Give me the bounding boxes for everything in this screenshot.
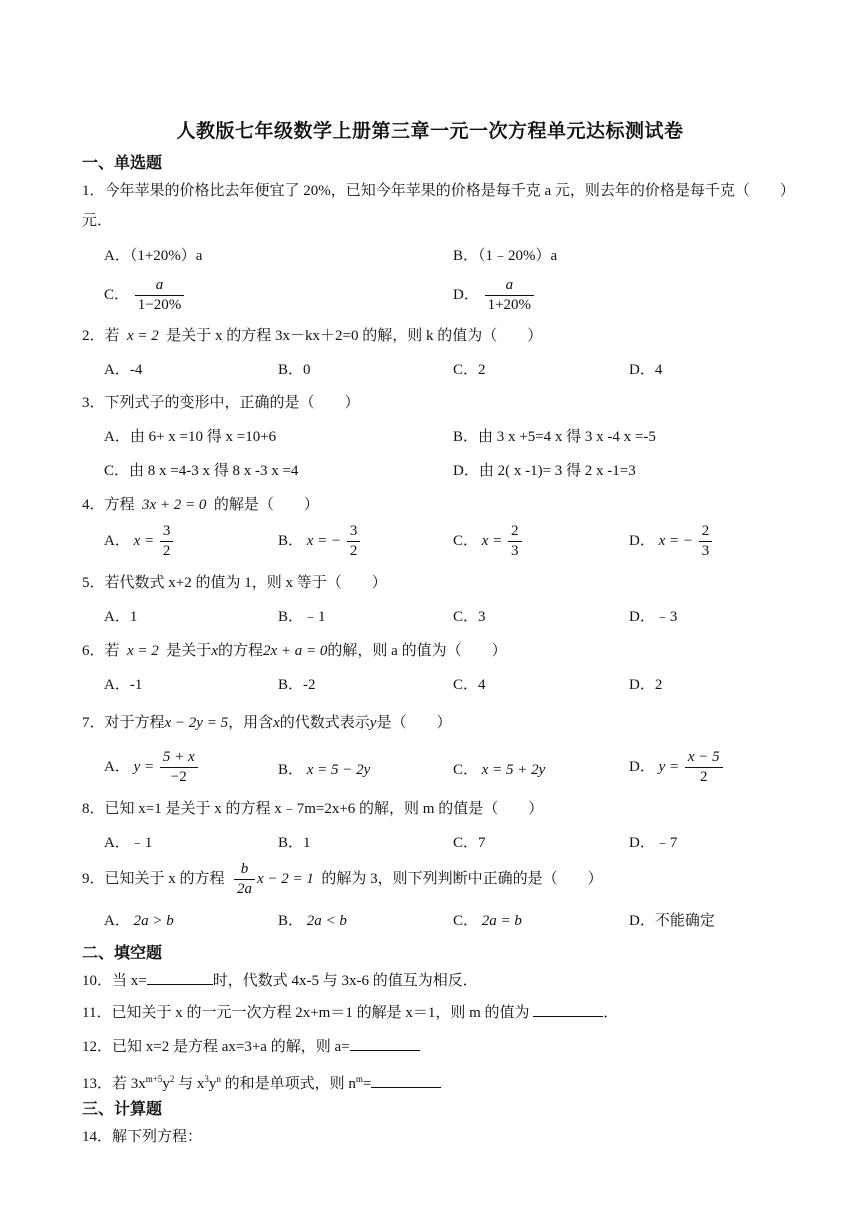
answer-blank[interactable] [350, 1036, 420, 1051]
q2-option-d: D．4 [629, 362, 663, 378]
fraction: $\frac{3}{2}$ [347, 522, 361, 561]
q2-option-c: C．2 [453, 362, 486, 378]
q3-option-d: D．由 2( x -1)= 3 得 2 x -1=3 [453, 463, 636, 479]
question-12: 12．已知 x=2 是方程 ax=3+a 的解，则 a= [82, 1032, 812, 1062]
q5-option-d: D．﹣3 [629, 609, 678, 625]
q2-option-b: B．0 [278, 362, 311, 378]
q4-option-a: A． x = $\frac{3}{2}$ [104, 522, 175, 561]
fraction: $\frac{2}{3}$ [699, 522, 713, 561]
q4-option-d: D． x = − $\frac{2}{3}$ [629, 522, 714, 561]
q4-option-b: B． x = − $\frac{3}{2}$ [278, 522, 362, 561]
fraction: $\frac{2}{3}$ [508, 522, 522, 561]
q6-option-d: D．2 [629, 677, 663, 693]
q3-option-c: C．由 8 x =4-3 x 得 8 x -3 x =4 [104, 463, 299, 479]
q7-option-d: D． y = $\frac{x - 5}{2}$ [629, 748, 725, 787]
q1-option-c: C． $\frac{a}{1-20\%}$ [104, 276, 186, 315]
q9-option-a: A． 2a > b [104, 913, 174, 929]
q9-option-c: C． 2a = b [453, 913, 522, 929]
q9-option-b: B． 2a < b [278, 913, 347, 929]
question-7-stem: 7．对于方程x − 2y = 5，用含x的代数式表示y是（ ） [82, 715, 452, 731]
fraction: $\frac{b}{2a}$ [234, 860, 255, 899]
q5-option-c: C．3 [453, 609, 486, 625]
q5-option-b: B．﹣1 [278, 609, 326, 625]
q8-option-c: C．7 [453, 835, 486, 851]
question-8-stem: 8．已知 x=1 是关于 x 的方程 x﹣7m=2x+6 的解，则 m 的值是（ ） [82, 801, 544, 817]
question-9-stem: 9．已知关于 x 的方程 $\frac{b}{2a}$ x − 2 = 1 的解为 3，则下列判断中正确的是（ ） [82, 861, 603, 897]
question-13: 13．若 $3x^{m+5}y^2$ 与 $x^3y^n$ 的和是单项式，则 $n^m=$ [82, 1064, 812, 1099]
q2-option-a: A．-4 [104, 362, 143, 378]
section-heading-calculation: 三、计算题 [82, 1099, 163, 1118]
question-10: 10．当 x= 时，代数式 4x-5 与 3x-6 的值互为相反． [82, 966, 812, 996]
answer-blank[interactable] [147, 970, 213, 985]
fraction: $\frac{a}{1-20\%}$ [135, 276, 184, 315]
question-11: 11．已知关于 x 的一元一次方程 2x+m＝1 的解是 x＝1，则 m 的值为 ． [82, 998, 812, 1028]
fraction: $\frac{x - 5}{2}$ [685, 748, 723, 787]
q1-option-d: D． $\frac{a}{1+20\%}$ [453, 276, 536, 315]
question-1-stem-cont: 元． [82, 213, 113, 229]
q6-option-a: A．-1 [104, 677, 143, 693]
q9-option-d: D．不能确定 [629, 913, 715, 929]
question-2-stem: 2．若 x = 2 是关于 x 的方程 3x－kx＋2=0 的解，则 k 的值为（ ） [82, 328, 543, 344]
q1-option-a: A．（1+20%）a [104, 248, 203, 264]
q8-option-a: A．﹣1 [104, 835, 153, 851]
question-14-stem: 14．解下列方程： [82, 1129, 203, 1145]
fraction: $\frac{a}{1+20\%}$ [485, 276, 534, 315]
q1-option-b: B．（1﹣20%）a [453, 248, 558, 264]
fraction: $\frac{5 + x}{-2}$ [160, 748, 198, 787]
answer-blank[interactable] [371, 1073, 441, 1088]
q8-option-d: D．﹣7 [629, 835, 678, 851]
question-5-stem: 5．若代数式 x+2 的值为 1，则 x 等于（ ） [82, 575, 387, 591]
section-heading-fill-in: 二、填空题 [82, 943, 163, 962]
question-6-stem: 6．若 x = 2 是关于x的方程2x + a = 0的解，则 a 的值为（ ） [82, 643, 507, 659]
q5-option-a: A．1 [104, 609, 138, 625]
q6-option-c: C．4 [453, 677, 486, 693]
q7-option-a: A． y = $\frac{5 + x}{-2}$ [104, 748, 200, 787]
answer-blank[interactable] [533, 1002, 603, 1017]
page-title: 人教版七年级数学上册第三章一元一次方程单元达标测试卷 [176, 120, 684, 142]
question-1-stem: 1．今年苹果的价格比去年便宜了 20%，已知今年苹果的价格是每千克 a 元，则去年的价格是每千克（ ） [82, 183, 795, 199]
fraction: $\frac{3}{2}$ [160, 522, 174, 561]
q4-option-c: C． x = $\frac{2}{3}$ [453, 522, 524, 561]
q8-option-b: B．1 [278, 835, 311, 851]
q7-option-c: C． x = 5 + 2y [453, 762, 546, 778]
question-3-stem: 3．下列式子的变形中，正确的是（ ） [82, 395, 360, 411]
q3-option-b: B．由 3 x +5=4 x 得 3 x -4 x =-5 [453, 429, 656, 445]
q7-option-b: B． x = 5 − 2y [278, 762, 371, 778]
q6-option-b: B．-2 [278, 677, 316, 693]
q3-option-a: A．由 6+ x =10 得 x =10+6 [104, 429, 277, 445]
question-4-stem: 4．方程 3x + 2 = 0 的解是（ ） [82, 497, 319, 513]
section-heading-single-choice: 一、单选题 [82, 153, 163, 172]
